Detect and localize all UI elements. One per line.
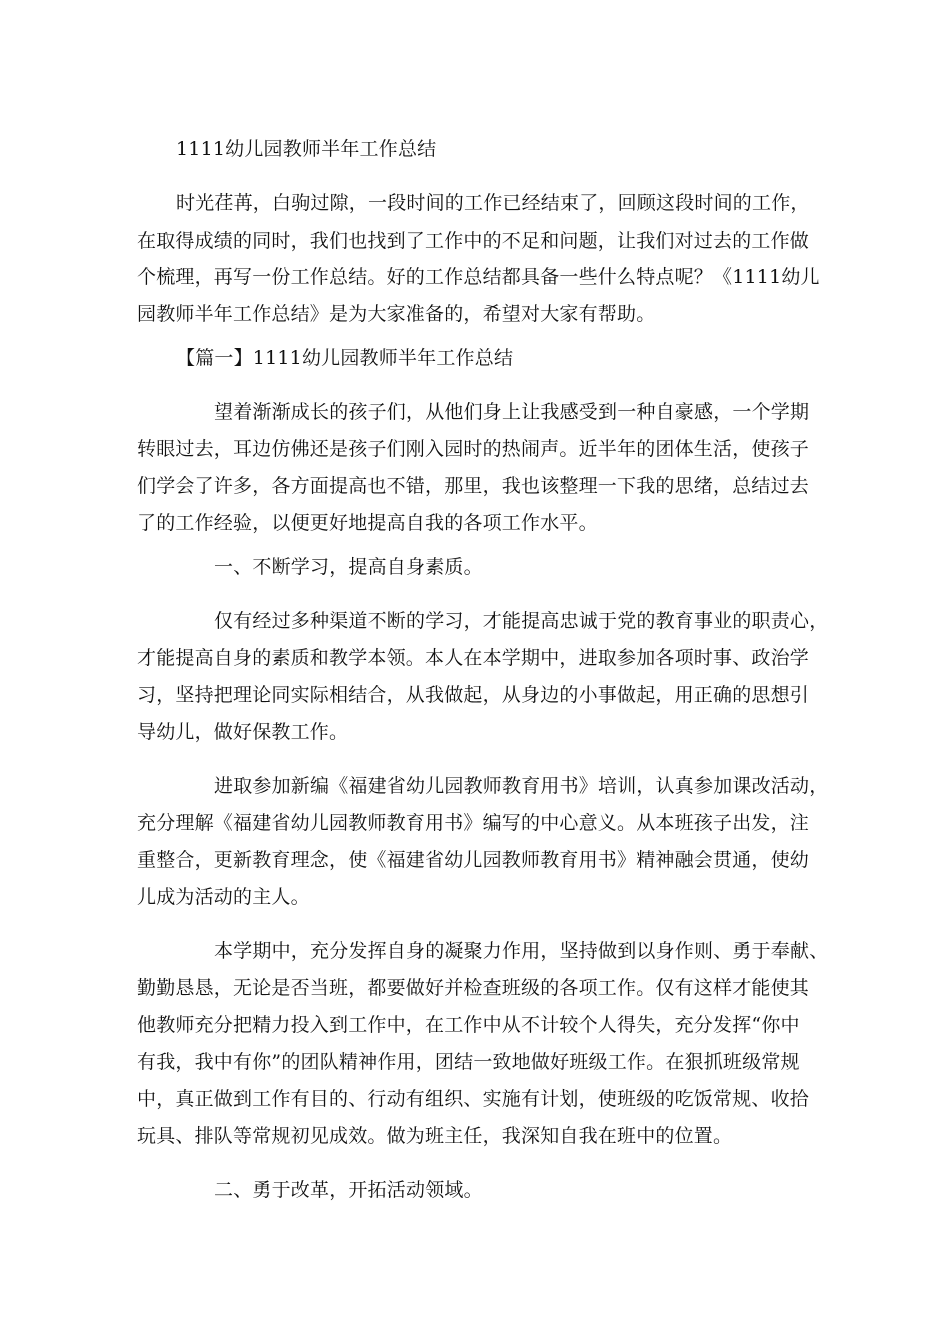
intro-line: 在取得成绩的同时，我们也找到了工作中的不足和问题，让我们对过去的工作做 [137, 230, 810, 252]
paragraph-line: 他教师充分把精力投入到工作中，在工作中从不计较个人得失，充分发挥“你中 [137, 1014, 800, 1036]
paragraph-line: 有我，我中有你”的团队精神作用，团结一致地做好班级工作。在狠抓班级常规 [137, 1051, 800, 1073]
paragraph-line: 玩具、排队等常规初见成效。做为班主任，我深知自我在班中的位置。 [137, 1125, 733, 1147]
paragraph-line: 充分理解《福建省幼儿园教师教育用书》编写的中心意义。从本班孩子出发，注 [137, 812, 810, 834]
subheading-1: 一、不断学习，提高自身素质。 [214, 556, 483, 578]
section-heading: 【篇一】1111幼儿园教师半年工作总结 [176, 347, 514, 369]
paragraph-line: 儿成为活动的主人。 [137, 886, 310, 908]
intro-line: 个梳理，再写一份工作总结。好的工作总结都具备一些什么特点呢？《1111幼儿 [137, 266, 820, 288]
paragraph-line: 勤勤恳恳，无论是否当班，都要做好并检查班级的各项工作。仅有这样才能使其 [137, 977, 810, 999]
paragraph-line: 本学期中，充分发挥自身的凝聚力作用，坚持做到以身作则、勇于奉献、 [214, 940, 829, 962]
paragraph-line: 中，真正做到工作有目的、行动有组织、实施有计划，使班级的吃饭常规、收拾 [137, 1088, 810, 1110]
paragraph-line: 习，坚持把理论同实际相结合，从我做起，从身边的小事做起，用正确的思想引 [137, 684, 810, 706]
paragraph-line: 才能提高自身的素质和教学本领。本人在本学期中，进取参加各项时事、政治学 [137, 647, 810, 669]
document-title: 1111幼儿园教师半年工作总结 [176, 138, 437, 160]
paragraph-line: 们学会了许多，各方面提高也不错，那里，我也该整理一下我的思绪，总结过去 [137, 475, 810, 497]
paragraph-line: 导幼儿，做好保教工作。 [137, 721, 349, 743]
paragraph-line: 转眼过去，耳边仿佛还是孩子们刚入园时的热闹声。近半年的团体生活，使孩子 [137, 438, 810, 460]
paragraph-line: 进取参加新编《福建省幼儿园教师教育用书》培训，认真参加课改活动， [214, 775, 829, 797]
subheading-2: 二、勇于改革，开拓活动领域。 [214, 1179, 483, 1201]
intro-line: 时光荏苒，白驹过隙，一段时间的工作已经结束了，回顾这段时间的工作， [176, 192, 810, 214]
intro-line: 园教师半年工作总结》是为大家准备的，希望对大家有帮助。 [137, 303, 656, 325]
paragraph-line: 重整合，更新教育理念，使《福建省幼儿园教师教育用书》精神融会贯通，使幼 [137, 849, 810, 871]
paragraph-line: 了的工作经验，以便更好地提高自我的各项工作水平。 [137, 512, 598, 534]
paragraph-line: 望着渐渐成长的孩子们，从他们身上让我感受到一种自豪感，一个学期 [214, 401, 810, 423]
paragraph-line: 仅有经过多种渠道不断的学习，才能提高忠诚于党的教育事业的职责心， [214, 610, 829, 632]
